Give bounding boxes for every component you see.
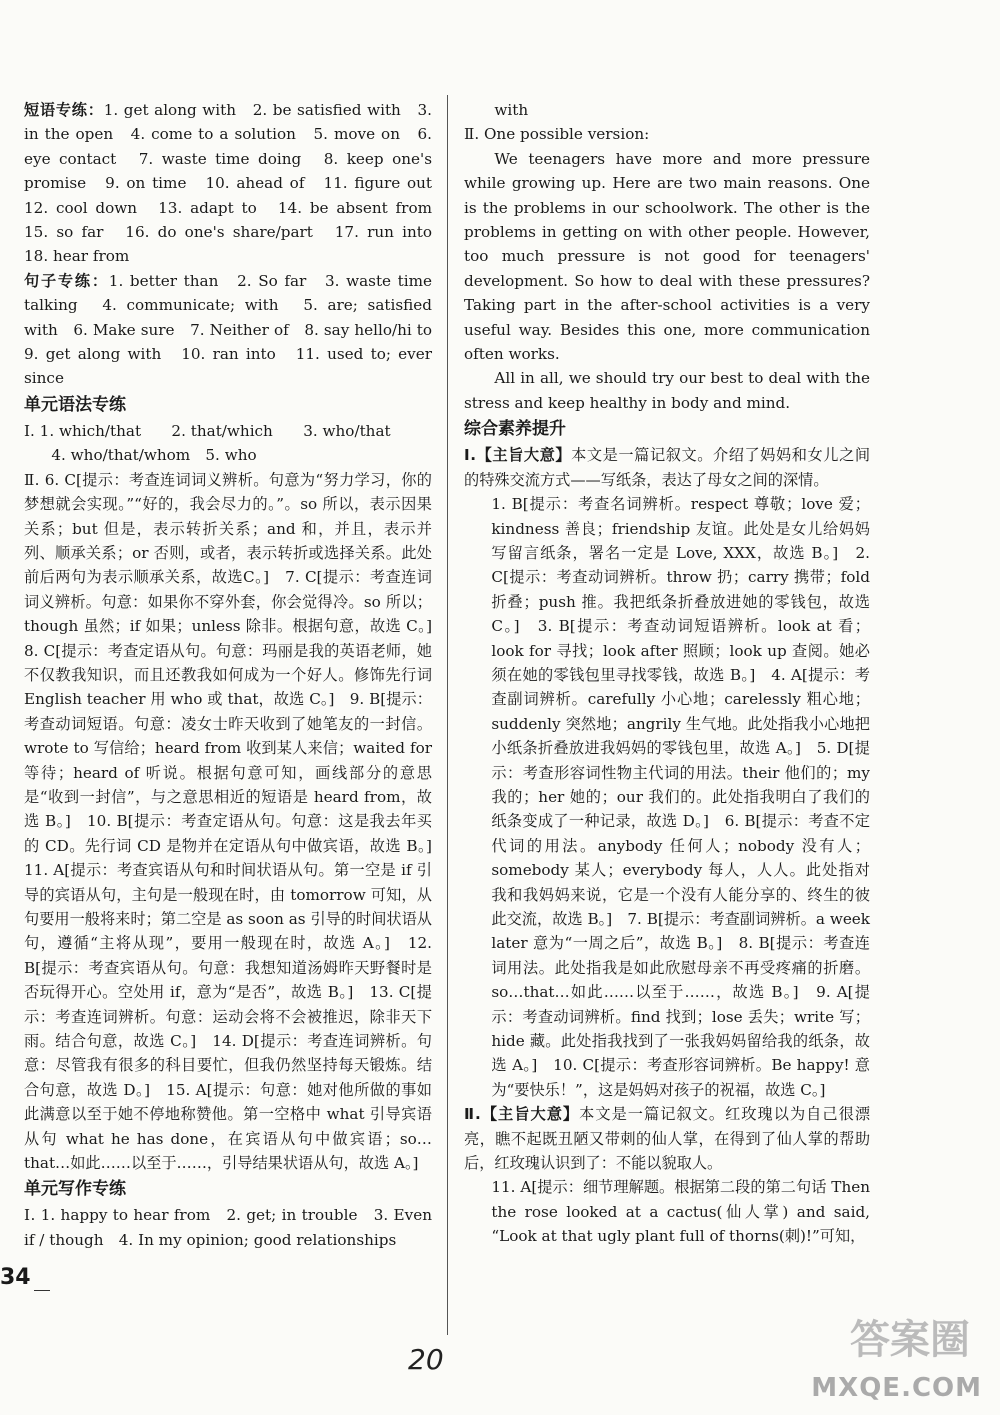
passage1-summary-block (464, 443, 870, 492)
watermark-logo: 答案圈 (850, 1317, 970, 1363)
sentences-label: 句子专练： (24, 271, 109, 290)
watermark-text: MXQE.COM (811, 1373, 982, 1403)
continued-text: with (494, 101, 529, 119)
writing-part1: Ⅰ. 1. happy to hear from 2. get; in trouble 3. Even if / though 4. In my opinion; good relationships (24, 1206, 432, 1249)
version-label: Ⅱ. One possible version: (464, 125, 650, 144)
comprehensive-title: 综合素养提升 (464, 419, 566, 440)
passage2-summary: 本文是一篇记叙文。红玫瑰以为自己很漂亮，瞧不起既丑陋又带刺的仙人掌，在得到了仙人掌的帮助后，红玫瑰认识到了：不能以貌取人。 (464, 1105, 871, 1173)
passage1-summary: 本文是一篇记叙文。介绍了妈妈和女儿之间的特殊交流方式——写纸条，表达了母女之间的深情。 (464, 446, 871, 489)
left-column (24, 98, 448, 1252)
phrases-label: 短语专练： (24, 101, 104, 119)
page-number-rule (34, 1290, 50, 1291)
grammar-part1-line1: Ⅰ. 1. which/that 2. that/which 3. who/that (24, 421, 391, 440)
essay-paragraph-1: We teenagers have more and more pressure while growing up. Here are two main reasons. One is the problems in our schoolwork. The other is the problems in getting on with other people. However, too much pressure is not good for teenagers' development. So how to deal with these pressures? Taking part in the after-school activities is a very useful way. Besides this one, more communication often works. (464, 149, 870, 364)
grammar-part2: Ⅱ. 6. C[提示：考查连词词义辨析。句意为“努力学习，你的梦想就会实现。”“好的，我会尽力的。”。so 所以，表示因果关系；but 但是，表示转折关系；and 和，并且，表示并列、顺承关系；or 否则，或者，表示转折或选择关系。此处前后两句为表示顺承关系，故选C。] 7. C[提示：考查连词词义辨析。句意：如果你不穿外套，你会觉得冷。so 所以；though 虽然；if 如果；unless 除非。根据句意，故选 C。] 8. C[提示：考查定语从句。句意：玛丽是我的英语老师，她不仅教我知识，而且还教我如何成为一个好人。修饰先行词 English teacher 用 who 或 that，故选 C。] 9. B[提示：考查动词短语。句意：凌女士昨天收到了她笔友的一封信。wrote to 写信给；heard from 收到某人来信；waited for 等待；heard of 听说。根据句意可知，画线部分的意思是“收到一封信”，与之意思相近的短语是 heard from，故选 B。] 10. B[提示：考查定语从句。句意：这是我去年买的 CD。先行词 CD 是物并在定语从句中做宾语，故选 B。] 11. A[提示：考查宾语从句和时间状语从句。第一空是 if 引导的宾语从句，主句是一般现在时，由 tomorrow 可知，从句要用一般将来时；第二空是 as soon as 引导的时间状语从句，遵循“主将从现”，要用一般现在时，故选 A。] 12. B[提示：考查宾语从句。句意：我想知道汤姆昨天野餐时是否玩得开心。空处用 if，意为“是否”，故选 B。] 13. C[提示：考查连词辨析。句意：运动会将不会被推迟，除非天下雨。结合句意，故选 C。] 14. D[提示：考查连词辨析。句意：尽管我有很多的科目要忙，但我仍然坚持每天锻炼。结合句意，故选 D。] 15. A[提示：句意：她对他所做的事如此满意以至于她不停地称赞他。第一空格中 what 引导宾语从句 what he has done，在宾语从句中做宾语；so…that…如此……以至于……，引导结果状语从句，故选 A。] (24, 470, 448, 1173)
grammar-part1-line2: 4. who/that/whom 5. who (51, 446, 257, 465)
writing-title: 单元写作专练 (24, 1179, 126, 1200)
passage2-label: Ⅱ.【主旨大意】 (464, 1105, 580, 1124)
phrases-section (24, 98, 448, 269)
passage1-answers: 1. B[提示：考查名词辨析。respect 尊敬；love 爱；kindness 善良；friendship 友谊。此处是女儿给妈妈写留言纸条，署名一定是 Love, XXX，故选 B。] 2. C[提示：考查动词辨析。throw 扔；carry 携带；fold 折叠；push 推。我把纸条折叠放进她的零钱包，故选 C。] 3. B[提示：考查动词短语辨析。look at 看；look for 寻找；look after 照顾；look up 查阅。她必须在她的零钱包里寻找零钱，故选 B。] 4. A[提示：考查副词辨析。carefully 小心地；carelessly 粗心地；suddenly 突然地；angrily 生气地。此处指我小心地把小纸条折叠放进我妈妈的零钱包里，故选 A。] 5. D[提示：考查形容词性物主代词的用法。their 他们的；my 我的；her 她的；our 我们的。此处指我明白了我们的纸条变成了一种记录，故选 D。] 6. B[提示：考查不定代词的用法。anybody 任何人；nobody 没有人；somebody 某人；everybody 每人，人人。此处指对我和我妈妈来说，它是一个没有人能分享的、终生的彼此交流，故选 B。] 7. B[提示：考查副词辨析。a week later 意为“一周之后”，故选 B。] 8. B[提示：考查连词用法。此处指我是如此欣慰母亲不再受疼痛的折磨。so…that…如此……以至于……，故选 B。] 9. A[提示：考查动词辨析。find 找到；lose 丢失；write 写；hide 藏。此处指我找到了一张我妈妈留给我的纸条，故选 A。] 10. C[提示：考查形容词辨析。Be happy! 意为“要快乐！”，这是妈妈对孩子的祝福，故选 C。] (491, 495, 870, 1099)
column-divider (447, 95, 448, 1335)
passage2-summary-block (464, 1102, 870, 1175)
handwritten-note: 20 (408, 1343, 444, 1376)
page-number: 34 (0, 1265, 31, 1290)
sentences-answers: 1. better than 2. So far 3. waste time talking 4. communicate; with 5. are; satisfied with 6. Make sure 7. Neither of 8. say hello/hi to 9. get along with 10. ran into 11. used to; ever since (24, 271, 448, 388)
right-column (464, 98, 870, 1249)
essay-paragraph-2: All in all, we should try our best to deal with the stress and keep healthy in body and mind. (464, 369, 870, 412)
phrases-answers: 1. get along with 2. be satisfied with 3. in the open 4. come to a solution 5. move on 6. eye contact 7. waste time doing 8. keep one's promise 9. on time 10. ahead of 11. figure out 12. cool down 13. adapt to 14. be absent from 15. so far 16. do one's share/part 17. run into 18. hear from (24, 101, 448, 266)
sentences-section (24, 269, 448, 391)
passage1-label: Ⅰ.【主旨大意】 (464, 446, 572, 465)
passage2-answers: 11. A[提示：细节理解题。根据第二段的第二句话 Then the rose looked at a cactus(仙人掌) and said, “Look at that ugly plant full of thorns(刺)!”可知， (491, 1178, 870, 1246)
grammar-title: 单元语法专练 (24, 394, 126, 415)
